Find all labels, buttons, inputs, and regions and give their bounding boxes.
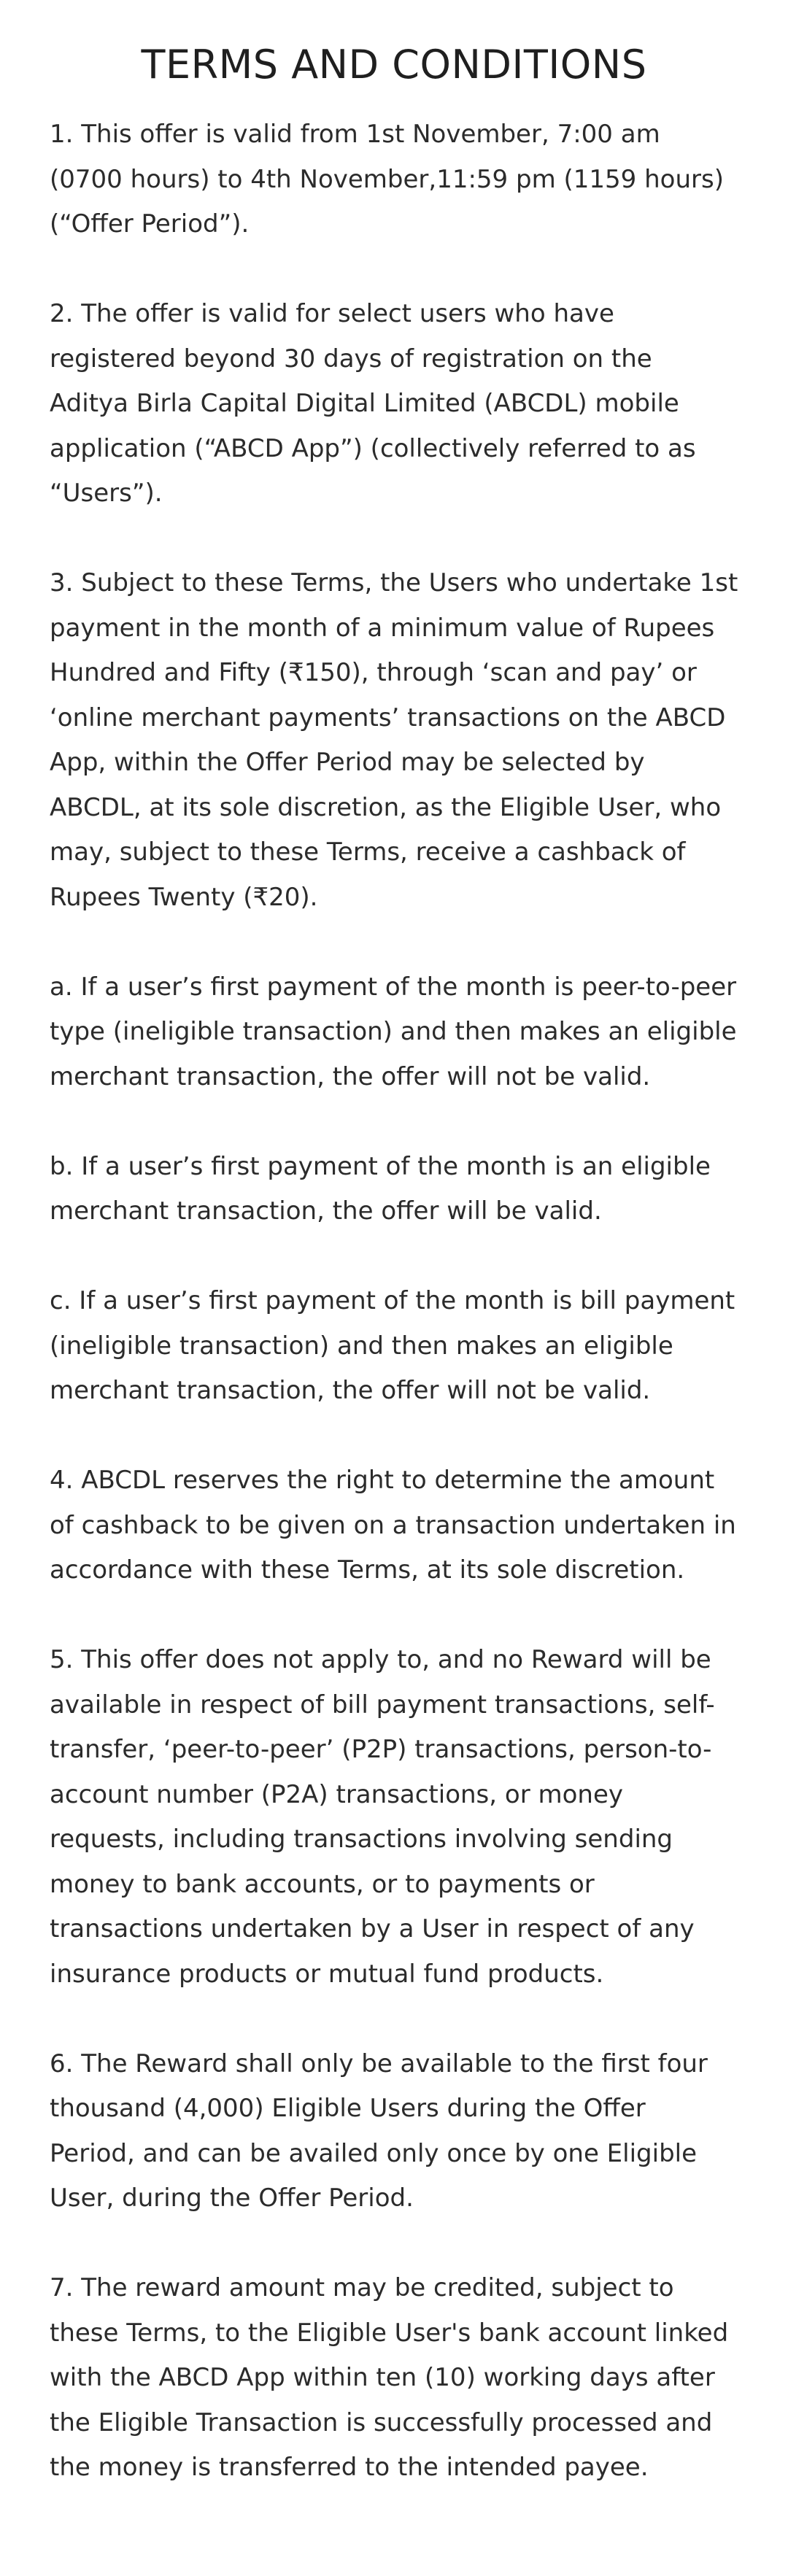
clause-6: 6. The Reward shall only be available to the first four thousand (4,000) Eligible Users during the Offer Period, and can be availed only once by one Eligible User, during the Offer Period. [50, 2049, 708, 2213]
clause-3c: c. If a user’s first payment of the month is bill payment (ineligible transaction) and then makes an eligible merchant transaction, the offer will not be valid. [50, 1286, 735, 1405]
clause-2: 2. The offer is valid for select users who have registered beyond 30 days of registration on the Aditya Birla Capital Digital Limited (ABCDL) mobile application (“ABCD App”) (collectively referred to as “Users”). [50, 299, 696, 508]
clause-4: 4. ABCDL reserves the right to determine the amount of cashback to be given on a transaction undertaken in accordance with these Terms, at its sole discretion. [50, 1466, 736, 1585]
page-title: TERMS AND CONDITIONS [141, 42, 647, 88]
clause-3b: b. If a user’s first payment of the month is an eligible merchant transaction, the offer will be valid. [50, 1151, 711, 1226]
clause-1: 1. This offer is valid from 1st November, 7:00 am (0700 hours) to 4th November,11:59 pm (1159 hours) (“Offer Period”). [50, 120, 724, 239]
clause-3a: a. If a user’s first payment of the month is peer-to-peer type (ineligible transaction) and then makes an eligible merchant transaction, the offer will not be valid. [50, 972, 737, 1091]
clause-3: 3. Subject to these Terms, the Users who undertake 1st payment in the month of a minimum value of Rupees Hundred and Fifty (₹150), through ‘scan and pay’ or ‘online merchant payments’ transactions on the ABCD App, within the Offer Period may be selected by ABCDL, at its sole discretion, as the Eligible User, who may, subject to these Terms, receive a cashback of Rupees Twenty (₹20). [50, 568, 738, 912]
clause-7: 7. The reward amount may be credited, subject to these Terms, to the Eligible User's bank account linked with the ABCD App within ten (10) working days after the Eligible Transaction is successfully processed and the money is transferred to the intended payee. [50, 2273, 729, 2482]
clause-5: 5. This offer does not apply to, and no Reward will be available in respect of bill payment transactions, self-transfer, ‘peer-to-peer’ (P2P) transactions, person-to-account number (P2A) transactions, or money requests, including transactions involving sending money to bank accounts, or to payments or transactions undertaken by a User in respect of any insurance products or mutual fund products. [50, 1645, 715, 1989]
